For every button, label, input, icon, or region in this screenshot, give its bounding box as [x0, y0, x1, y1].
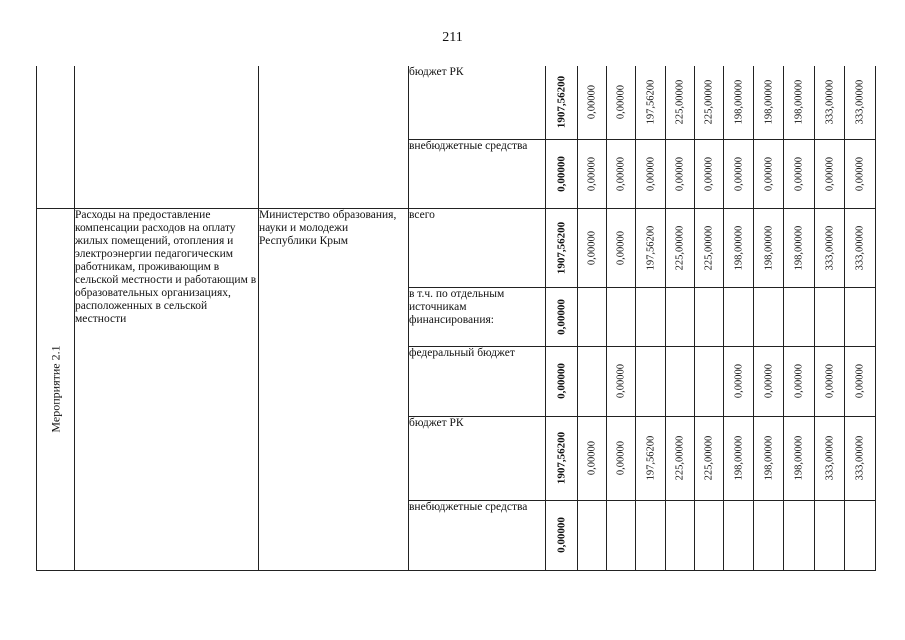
year-value-cell	[754, 139, 784, 208]
year-value: 333,00000	[854, 225, 866, 270]
year-value-cell	[636, 500, 666, 570]
year-value-cell	[666, 139, 695, 208]
year-value: 333,00000	[824, 79, 835, 125]
year-value-cell	[607, 139, 636, 208]
funding-source-label: бюджет РК	[409, 66, 546, 139]
year-value-cell	[784, 500, 815, 570]
year-value-cell	[784, 208, 815, 287]
year-value-cell	[695, 346, 724, 416]
total-cell	[546, 66, 578, 139]
year-value: 0,00000	[824, 156, 835, 191]
year-value: 198,00000	[793, 435, 805, 481]
year-value: 198,00000	[763, 435, 774, 481]
year-value-cell	[845, 287, 876, 346]
year-value-cell	[845, 208, 876, 287]
year-value-cell	[784, 139, 815, 208]
year-value-cell	[754, 66, 784, 139]
year-value-cell	[724, 346, 754, 416]
year-value-cell	[578, 208, 607, 287]
year-value-cell	[724, 416, 754, 500]
year-value-cell	[695, 287, 724, 346]
total-value: 1907,56200	[555, 76, 567, 129]
year-value-cell	[784, 287, 815, 346]
year-value: 333,00000	[854, 435, 866, 481]
year-value-cell	[815, 346, 845, 416]
year-value-cell	[607, 208, 636, 287]
measure-executor: Министерство образования, науки и молодежи Республики Крым	[259, 208, 409, 570]
year-value-cell	[815, 287, 845, 346]
year-value-cell	[666, 500, 695, 570]
total-value: 1907,56200	[555, 431, 567, 485]
year-value-cell	[695, 208, 724, 287]
year-value: 197,56200	[645, 435, 656, 481]
funding-source-label: всего	[409, 208, 546, 287]
year-value-cell	[578, 416, 607, 500]
year-value-cell	[754, 287, 784, 346]
total-cell	[546, 416, 578, 500]
year-value: 225,00000	[703, 79, 715, 125]
year-value-cell	[724, 500, 754, 570]
year-value-cell	[578, 346, 607, 416]
year-value: 198,00000	[733, 435, 744, 481]
year-value: 0,00000	[674, 156, 686, 191]
year-value: 0,00000	[793, 363, 805, 399]
year-value-cell	[578, 66, 607, 139]
year-value: 0,00000	[586, 156, 598, 191]
year-value: 0,00000	[586, 440, 598, 476]
year-value: 225,00000	[703, 435, 715, 481]
year-value-cell	[815, 416, 845, 500]
year-value: 0,00000	[586, 85, 598, 120]
total-value: 0,00000	[555, 517, 567, 553]
measure-cell-continued	[37, 66, 75, 208]
year-value: 225,00000	[703, 225, 715, 270]
total-cell	[546, 346, 578, 416]
description-cell-continued	[75, 66, 259, 208]
year-value: 0,00000	[763, 363, 774, 399]
year-value: 0,00000	[615, 85, 627, 120]
year-value: 0,00000	[854, 363, 866, 399]
measure-label-cell	[37, 208, 75, 570]
year-value-cell	[695, 416, 724, 500]
year-value: 197,56200	[645, 79, 656, 125]
year-value: 333,00000	[854, 79, 866, 125]
year-value-cell	[578, 139, 607, 208]
total-cell	[546, 208, 578, 287]
year-value-cell	[666, 287, 695, 346]
year-value-cell	[815, 139, 845, 208]
year-value-cell	[666, 66, 695, 139]
funding-source-label: бюджет РК	[409, 416, 546, 500]
year-value: 225,00000	[674, 435, 686, 481]
year-value-cell	[724, 208, 754, 287]
year-value-cell	[784, 66, 815, 139]
total-value: 1907,56200	[555, 221, 567, 274]
year-value-cell	[607, 346, 636, 416]
year-value-cell	[724, 139, 754, 208]
year-value-cell	[845, 139, 876, 208]
year-value-cell	[784, 346, 815, 416]
year-value: 333,00000	[824, 225, 835, 270]
year-value: 0,00000	[793, 156, 805, 191]
total-cell	[546, 500, 578, 570]
year-value-cell	[754, 208, 784, 287]
year-value: 198,00000	[793, 225, 805, 270]
financing-table	[36, 66, 876, 571]
year-value-cell	[607, 66, 636, 139]
year-value-cell	[695, 139, 724, 208]
total-cell	[546, 139, 578, 208]
year-value-cell	[724, 66, 754, 139]
year-value-cell	[666, 416, 695, 500]
funding-source-label: федеральный бюджет	[409, 346, 546, 416]
year-value: 197,56200	[645, 225, 656, 270]
year-value-cell	[695, 500, 724, 570]
year-value: 0,00000	[733, 363, 744, 399]
year-value-cell	[754, 416, 784, 500]
year-value-cell	[578, 500, 607, 570]
year-value: 198,00000	[793, 79, 805, 125]
year-value: 0,00000	[615, 363, 627, 399]
year-value-cell	[607, 287, 636, 346]
year-value: 0,00000	[615, 230, 627, 265]
year-value: 0,00000	[703, 156, 715, 191]
year-value: 225,00000	[674, 225, 686, 270]
year-value-cell	[815, 208, 845, 287]
funding-source-label: в т.ч. по отдельным источникам финансирования:	[409, 287, 546, 346]
year-value-cell	[845, 500, 876, 570]
year-value-cell	[636, 346, 666, 416]
year-value-cell	[578, 287, 607, 346]
year-value-cell	[666, 346, 695, 416]
total-cell	[546, 287, 578, 346]
year-value-cell	[845, 416, 876, 500]
year-value-cell	[636, 66, 666, 139]
year-value-cell	[695, 66, 724, 139]
year-value: 225,00000	[674, 79, 686, 125]
measure-description: Расходы на предоставление компенсации расходов на оплату жилых помещений, отопления и электроэнергии педагогическим работникам, проживающим в сельской местности и работающим в образовательных организациях, расположенных в сельской местности	[75, 208, 259, 570]
year-value-cell	[724, 287, 754, 346]
year-value: 0,00000	[763, 156, 774, 191]
year-value: 198,00000	[733, 225, 744, 270]
year-value: 0,00000	[645, 156, 656, 191]
year-value: 198,00000	[733, 79, 744, 125]
year-value: 0,00000	[615, 440, 627, 476]
measure-label: Мероприятие 2.1	[48, 345, 62, 433]
total-value: 0,00000	[555, 298, 567, 335]
year-value-cell	[754, 346, 784, 416]
year-value-cell	[636, 287, 666, 346]
year-value-cell	[636, 208, 666, 287]
year-value: 0,00000	[733, 156, 744, 191]
total-value: 0,00000	[555, 155, 567, 192]
year-value-cell	[845, 346, 876, 416]
year-value-cell	[636, 139, 666, 208]
page-number: 211	[442, 30, 463, 45]
funding-source-label: внебюджетные средства	[409, 139, 546, 208]
executor-cell-continued	[259, 66, 409, 208]
year-value-cell	[815, 500, 845, 570]
year-value: 198,00000	[763, 225, 774, 270]
year-value: 0,00000	[586, 230, 598, 265]
year-value-cell	[666, 208, 695, 287]
year-value-cell	[607, 500, 636, 570]
year-value: 198,00000	[763, 79, 774, 125]
year-value-cell	[754, 500, 784, 570]
year-value: 0,00000	[824, 363, 835, 399]
year-value-cell	[607, 416, 636, 500]
year-value-cell	[636, 416, 666, 500]
year-value: 0,00000	[854, 156, 866, 191]
funding-source-label: внебюджетные средства	[409, 500, 546, 570]
year-value: 333,00000	[824, 435, 835, 481]
year-value-cell	[784, 416, 815, 500]
year-value: 0,00000	[615, 156, 627, 191]
total-value: 0,00000	[555, 363, 567, 399]
year-value-cell	[815, 66, 845, 139]
year-value-cell	[845, 66, 876, 139]
